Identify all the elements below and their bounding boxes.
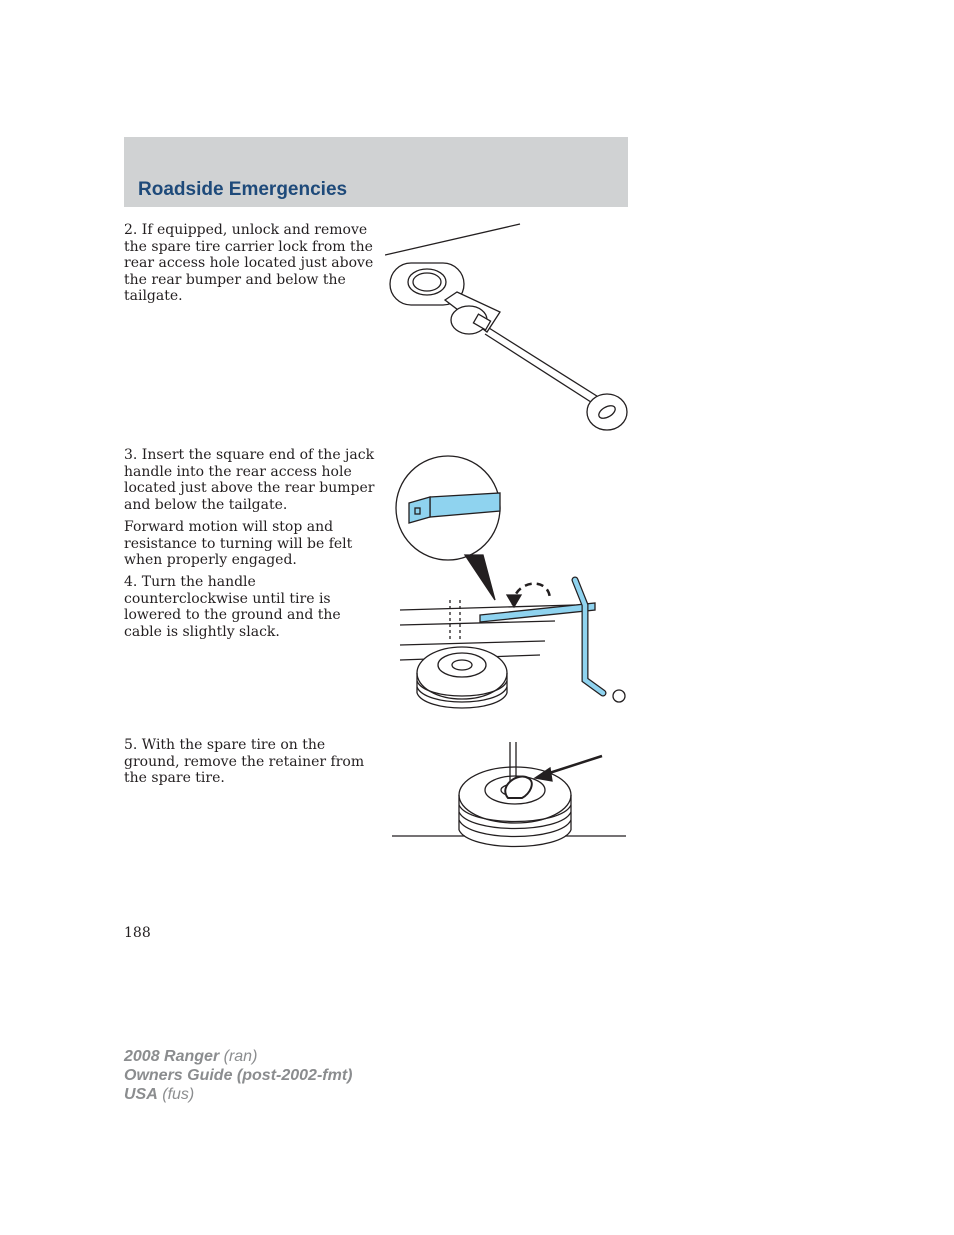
step-2-text: 2. If equipped, unlock and remove the spare tire carrier lock from the rear access hole located just above the rear bumper and below the tailgate. — [124, 222, 374, 304]
jack-handle-illustration — [395, 455, 635, 715]
footer-line-guide: Owners Guide (post-2002-fmt) — [124, 1067, 353, 1084]
section-title: Roadside Emergencies — [138, 179, 348, 200]
lock-removal-illustration — [385, 220, 635, 440]
page-number: 188 — [124, 925, 151, 941]
retainer-removal-illustration — [390, 740, 630, 850]
section-header-band — [124, 137, 628, 207]
step-3-note-text: Forward motion will stop and resistance to turning will be felt when properly engaged. — [124, 519, 353, 568]
footer-line-model: 2008 Ranger (ran) — [124, 1048, 258, 1065]
step-3-text: 3. Insert the square end of the jack handle into the rear access hole located just above the rear bumper and below the tailgate. — [124, 447, 375, 513]
footer-line-region: USA (fus) — [124, 1086, 195, 1103]
step-4-text: 4. Turn the handle counterclockwise until tire is lowered to the ground and the cable is slightly slack. — [124, 574, 341, 640]
step-5-text: 5. With the spare tire on the ground, remove the retainer from the spare tire. — [124, 737, 365, 786]
document-footer — [124, 1047, 352, 1104]
